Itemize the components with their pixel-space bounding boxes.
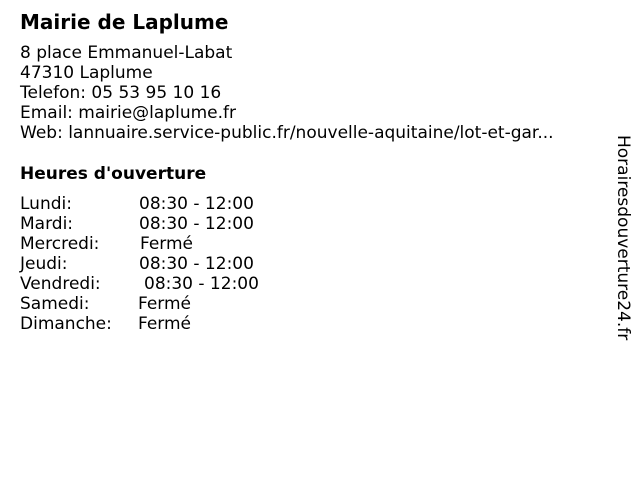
time-value: Fermé — [138, 314, 192, 334]
day-label: Vendredi: — [20, 274, 101, 294]
time-value: Fermé — [138, 294, 192, 314]
contact-block — [20, 43, 554, 143]
hours-row-mercredi — [20, 234, 320, 254]
address-street: 8 place Emmanuel-Labat — [20, 43, 233, 63]
web-line: Web: lannuaire.service-public.fr/nouvelle-aquitaine/lot-et-gar... — [20, 123, 554, 143]
time-value: 08:30 - 12:00 — [139, 194, 254, 214]
site-watermark: Horairesdouverture24.fr — [613, 135, 633, 341]
hours-row-dimanche — [20, 314, 320, 334]
time-value: 08:30 - 12:00 — [144, 274, 259, 294]
hours-heading: Heures d'ouverture — [20, 164, 207, 184]
hours-row-mardi — [20, 214, 320, 234]
day-label: Jeudi: — [20, 254, 68, 274]
hours-row-vendredi — [20, 274, 320, 294]
email-line: Email: mairie@laplume.fr — [20, 103, 236, 123]
phone-line: Telefon: 05 53 95 10 16 — [20, 83, 222, 103]
hours-row-samedi — [20, 294, 320, 314]
address-city: 47310 Laplume — [20, 63, 153, 83]
hours-row-jeudi — [20, 254, 320, 274]
time-value: 08:30 - 12:00 — [139, 254, 254, 274]
hours-row-lundi — [20, 194, 320, 214]
day-label: Dimanche: — [20, 314, 112, 334]
day-label: Samedi: — [20, 294, 90, 314]
page-title: Mairie de Laplume — [20, 10, 229, 34]
time-value: 08:30 - 12:00 — [139, 214, 254, 234]
opening-hours-table — [20, 194, 320, 334]
day-label: Mercredi: — [20, 234, 100, 254]
day-label: Mardi: — [20, 214, 74, 234]
time-value: Fermé — [140, 234, 194, 254]
day-label: Lundi: — [20, 194, 72, 214]
